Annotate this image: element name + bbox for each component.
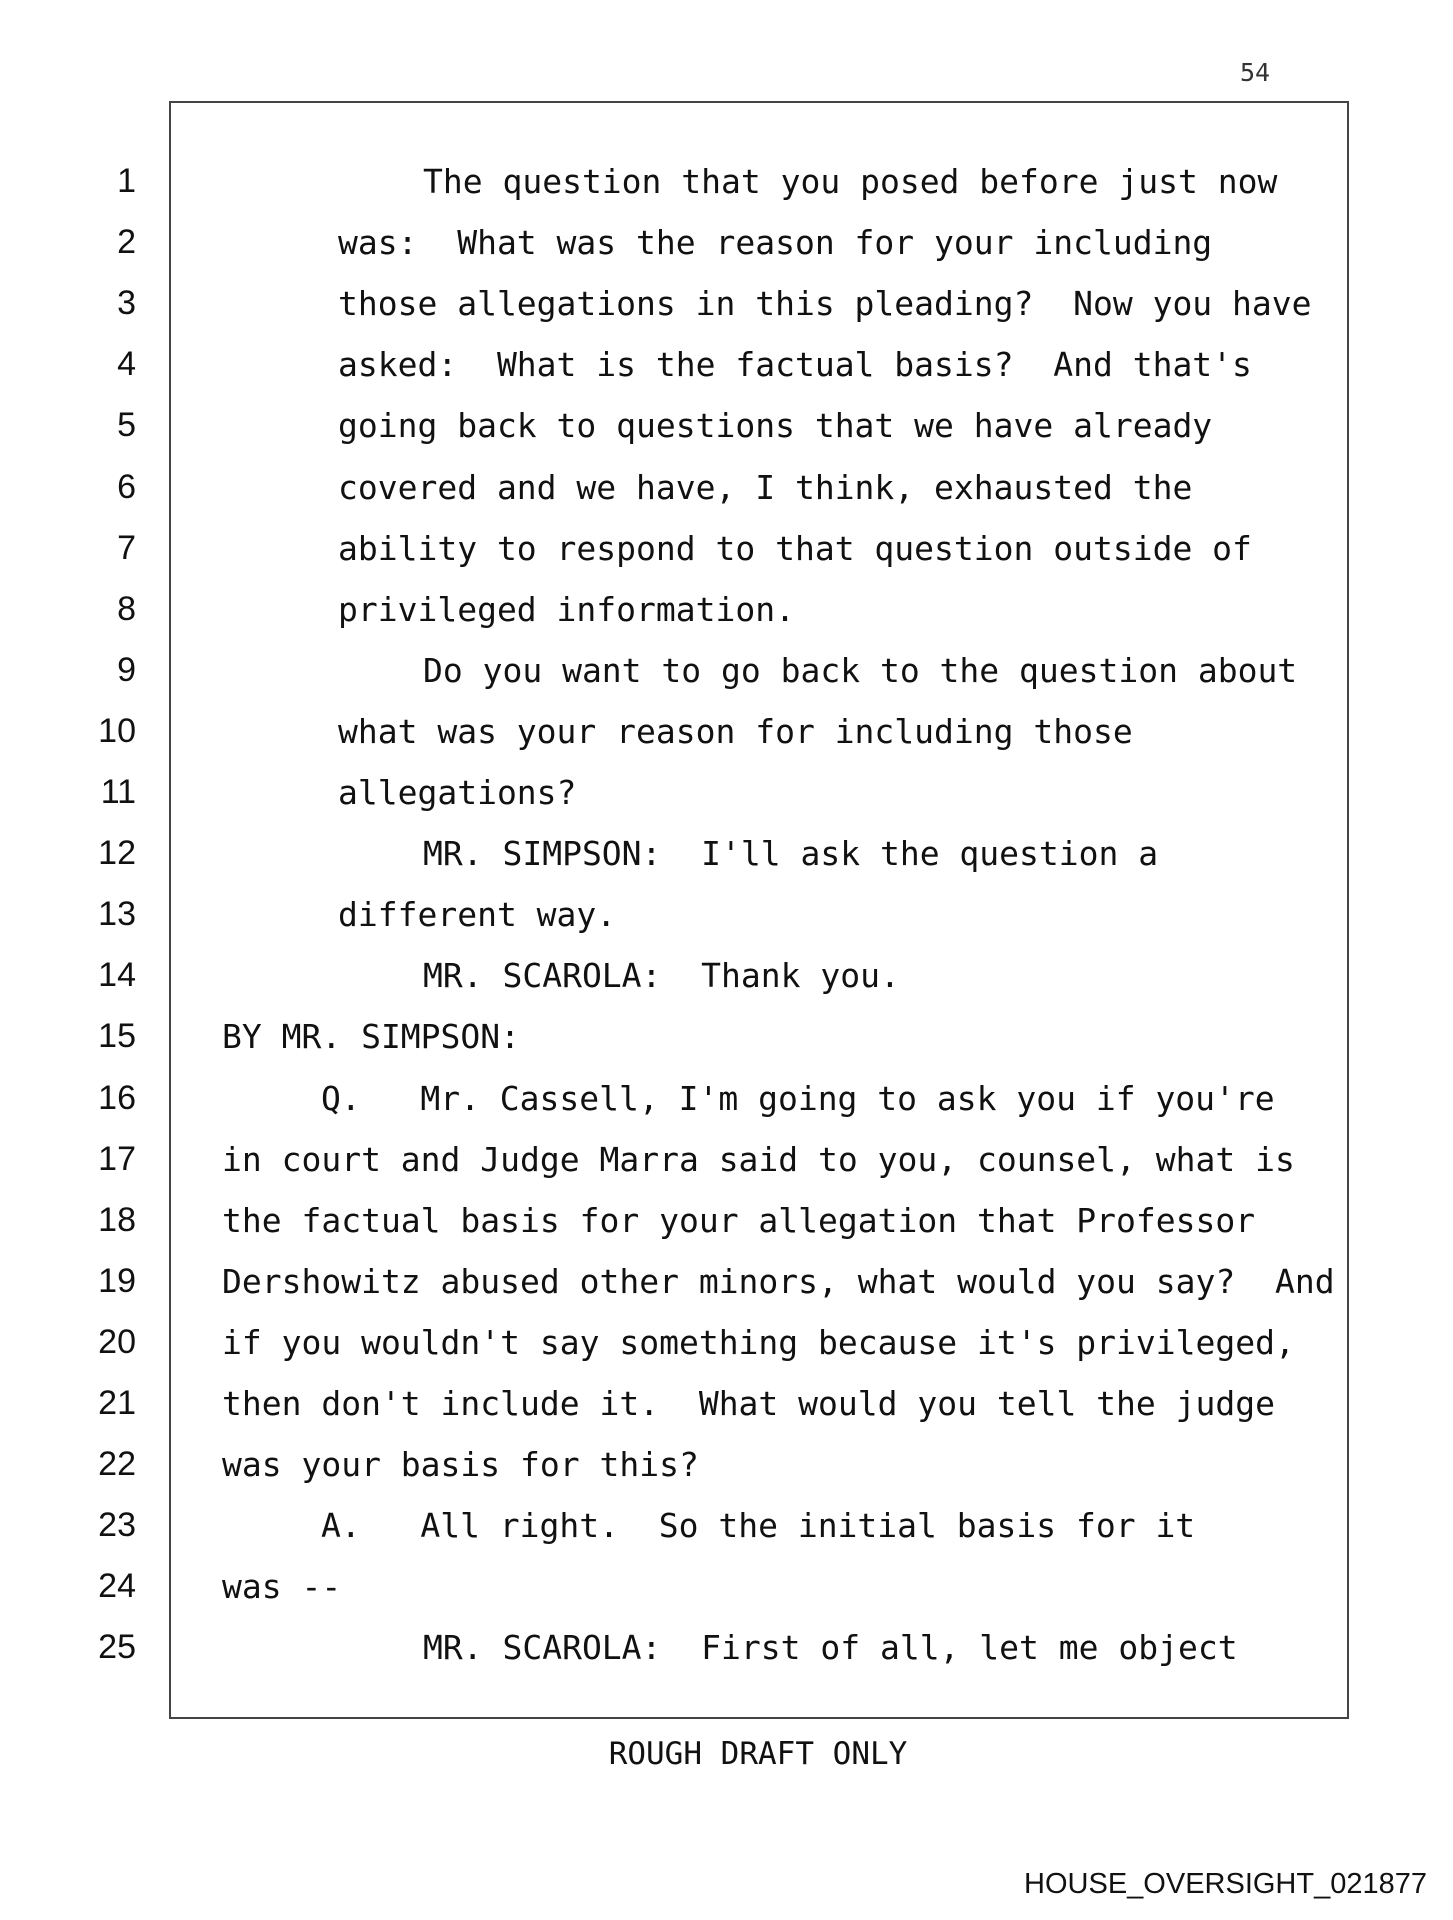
transcript-line [0, 151, 1453, 212]
line-number: 2 [117, 223, 136, 262]
line-text: in court and Judge Marra said to you, counsel, what is [222, 1139, 1295, 1179]
transcript-line [0, 701, 1453, 762]
transcript-line [0, 518, 1453, 579]
transcript-line [0, 1129, 1453, 1190]
transcript-line [0, 1006, 1453, 1067]
transcript-line [0, 457, 1453, 518]
line-text: MR. SCAROLA: First of all, let me object [423, 1628, 1238, 1668]
line-text: if you wouldn't say something because it's privileged, [222, 1322, 1295, 1362]
line-number: 12 [98, 834, 136, 873]
line-text: A. All right. So the initial basis for it [321, 1506, 1196, 1546]
line-number: 8 [117, 589, 136, 628]
transcript-line [0, 1617, 1453, 1678]
rough-draft-label: ROUGH DRAFT ONLY [608, 1736, 908, 1772]
transcript-line [0, 395, 1453, 456]
line-number: 14 [98, 956, 136, 995]
line-number: 23 [98, 1506, 136, 1545]
line-number: 11 [100, 773, 136, 811]
line-number: 4 [117, 345, 136, 384]
line-text: the factual basis for your allegation that Professor [222, 1200, 1256, 1240]
transcript-line [0, 1373, 1453, 1434]
line-number: 7 [117, 528, 136, 567]
line-number: 19 [98, 1261, 136, 1300]
transcript-line [0, 1495, 1453, 1556]
line-text: was: What was the reason for your including [338, 223, 1213, 263]
line-number: 9 [117, 650, 136, 689]
line-text: allegations? [338, 773, 577, 812]
transcript-line [0, 579, 1453, 640]
line-text: different way. [338, 895, 617, 935]
line-number: 25 [98, 1628, 136, 1667]
line-number: 22 [98, 1445, 136, 1484]
transcript-line [0, 1251, 1453, 1312]
line-text: going back to questions that we have already [338, 406, 1213, 446]
transcript-line [0, 1190, 1453, 1251]
transcript-line [0, 640, 1453, 701]
transcript-line [0, 762, 1453, 823]
transcript-line [0, 1556, 1453, 1617]
line-text: what was your reason for including those [338, 711, 1133, 751]
line-text: then don't include it. What would you tell the judge [222, 1384, 1275, 1423]
bates-number: HOUSE_OVERSIGHT_021877 [1024, 1868, 1427, 1900]
line-text: MR. SIMPSON: I'll ask the question a [423, 834, 1159, 874]
line-number: 6 [117, 467, 136, 506]
line-number: 24 [98, 1567, 136, 1606]
transcript-line [0, 1068, 1453, 1129]
line-number: 1 [117, 162, 136, 200]
line-text: covered and we have, I think, exhausted the [338, 467, 1193, 507]
line-text: BY MR. SIMPSON: [222, 1017, 521, 1057]
line-text: those allegations in this pleading? Now you have [338, 284, 1312, 324]
line-text: was -- [222, 1567, 342, 1607]
transcript-line [0, 884, 1453, 945]
transcript-line [0, 212, 1453, 273]
line-number: 21 [98, 1384, 136, 1422]
line-text: MR. SCAROLA: Thank you. [423, 956, 900, 996]
line-number: 17 [98, 1139, 136, 1178]
transcript-line [0, 273, 1453, 334]
line-text: Do you want to go back to the question about [423, 650, 1298, 690]
line-text: privileged information. [338, 589, 795, 629]
line-text: was your basis for this? [222, 1445, 699, 1485]
line-number: 20 [98, 1322, 136, 1361]
line-text: Q. Mr. Cassell, I'm going to ask you if you're [321, 1078, 1275, 1118]
line-number: 10 [98, 711, 136, 750]
line-number: 18 [98, 1200, 136, 1239]
line-number: 3 [117, 284, 136, 323]
line-text: ability to respond to that question outside of [338, 528, 1252, 568]
transcript-line [0, 945, 1453, 1006]
line-text: asked: What is the factual basis? And that's [338, 345, 1252, 385]
line-text: The question that you posed before just now [423, 162, 1278, 201]
line-number: 15 [98, 1017, 136, 1056]
line-number: 16 [98, 1078, 136, 1117]
line-text: Dershowitz abused other minors, what would you say? And [222, 1261, 1335, 1301]
transcript-line [0, 334, 1453, 395]
line-number: 5 [117, 406, 136, 445]
transcript-line [0, 823, 1453, 884]
line-number: 13 [98, 895, 136, 934]
transcript-line [0, 1312, 1453, 1373]
transcript-line [0, 1434, 1453, 1495]
page-number: 54 [1240, 58, 1271, 87]
